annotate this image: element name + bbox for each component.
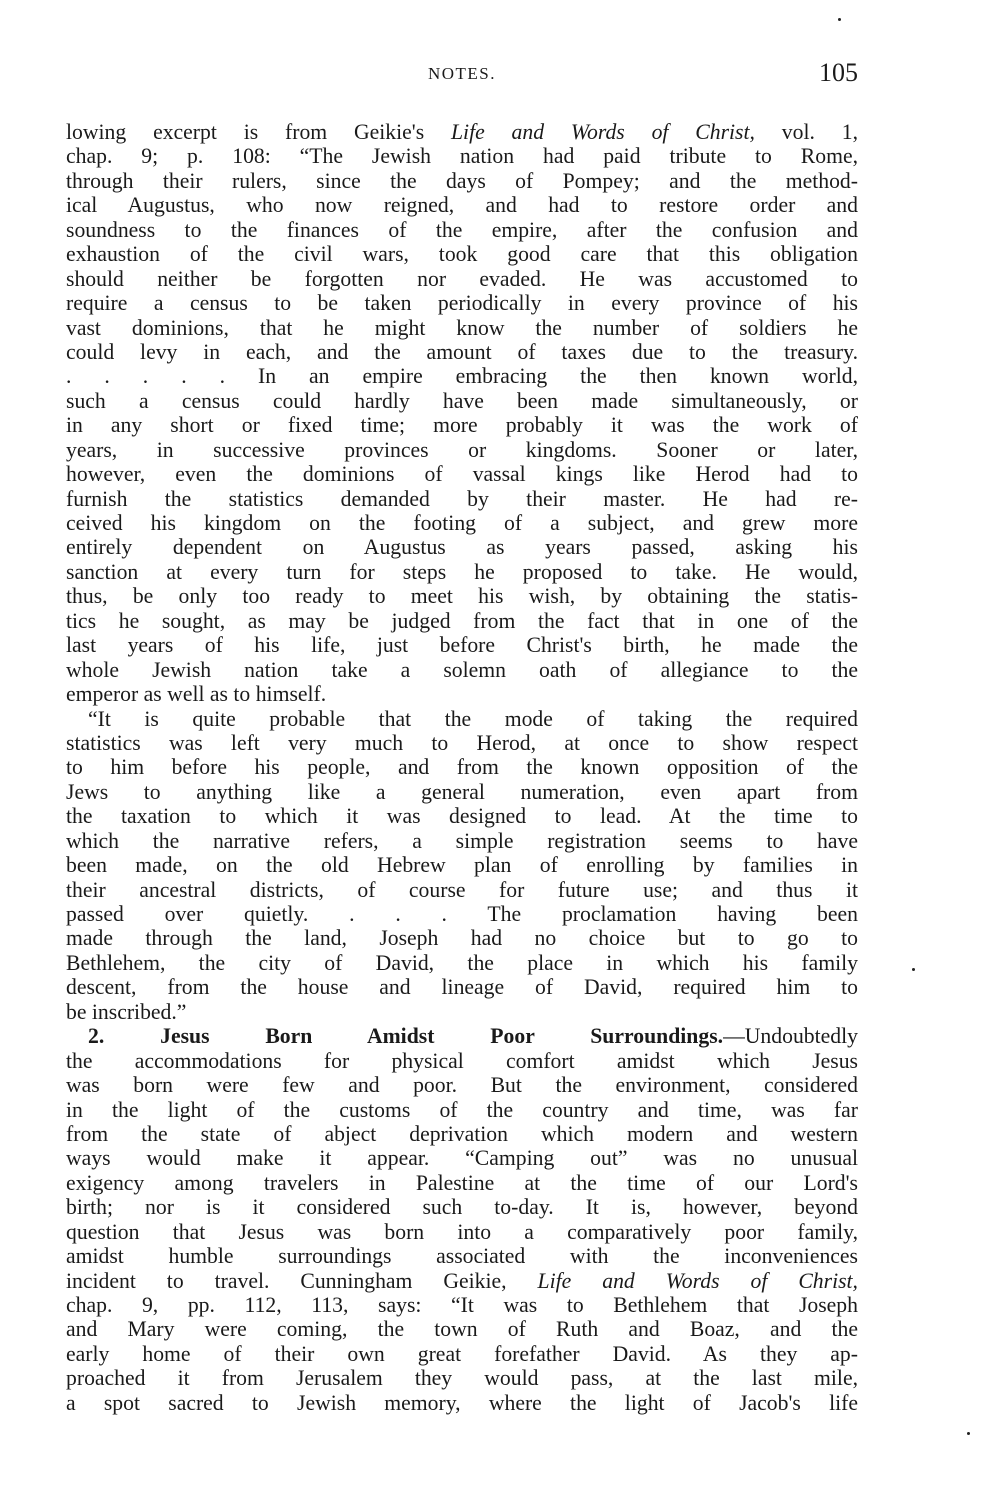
text-line: through their rulers, since the days of Pompey; and the method- — [66, 168, 858, 193]
note-2-body — [66, 1049, 858, 1416]
scan-speck — [912, 968, 915, 971]
text-line: to him before his people, and from the known opposition of the — [66, 755, 858, 780]
text-line: exigency among travelers in Palestine at the time of our Lord's — [66, 1170, 858, 1195]
scan-speck — [838, 18, 841, 21]
text-line: incident to travel. Cunningham Geikie, Life and Words of Christ, — [66, 1268, 858, 1293]
text-line: been made, on the old Hebrew plan of enrolling by families in — [66, 853, 858, 878]
text-line: their ancestral districts, of course for future use; and thus it — [66, 877, 858, 902]
text-line: should neither be forgotten nor evaded. He was accustomed to — [66, 266, 858, 291]
text-line: lowing excerpt is from Geikie's Life and Words of Christ, vol. 1, — [66, 120, 858, 144]
text-line: question that Jesus was born into a comparatively poor family, — [66, 1219, 858, 1244]
text-line: early home of their own great forefather David. As they ap- — [66, 1341, 858, 1366]
text-line: last years of his life, just before Christ's birth, he made the — [66, 633, 858, 658]
text-line: from the state of abject deprivation which modern and western — [66, 1121, 858, 1146]
text-line: the accommodations for physical comfort amidst which Jesus — [66, 1048, 858, 1073]
text-line: . . . . . In an empire embracing the then known world, — [66, 364, 858, 389]
text-line: however, even the dominions of vassal kings like Herod had to — [66, 462, 858, 487]
note-2 — [66, 1024, 858, 1415]
text-line: and Mary were coming, the town of Ruth and Boaz, and the — [66, 1317, 858, 1342]
excerpt-paragraph — [66, 120, 858, 707]
note-heading: Jesus Born Amidst Poor Surroundings. — [160, 1024, 724, 1049]
text-line: vast dominions, that he might know the number of soldiers he — [66, 315, 858, 340]
text-line: thus, be only too ready to meet his wish, by obtaining the statis- — [66, 584, 858, 609]
note-number: 2. — [88, 1024, 105, 1049]
text-line: which the narrative refers, a simple registration seems to have — [66, 828, 858, 853]
text-line: tics he sought, as may be judged from the fact that in one of the — [66, 608, 858, 633]
note-heading-rest: —Undoubtedly — [723, 1024, 858, 1049]
text-line: was born were few and poor. But the environment, considered — [66, 1073, 858, 1098]
text-line: birth; nor is it considered such to-day. It is, however, beyond — [66, 1195, 858, 1220]
text-line: be inscribed.” — [66, 999, 187, 1024]
scan-speck — [967, 1432, 970, 1435]
text-line: entirely dependent on Augustus as years passed, asking his — [66, 535, 858, 560]
text-line: “It is quite probable that the mode of taking the required — [88, 706, 858, 731]
text-line: chap. 9, pp. 112, 113, says: “It was to Bethlehem that Joseph — [66, 1293, 858, 1317]
body-text — [66, 120, 858, 1415]
text-line: emperor as well as to himself. — [66, 682, 327, 707]
text-line: furnish the statistics demanded by their master. He had re- — [66, 486, 858, 511]
text-line: passed over quietly. . . . The proclamation having been — [66, 902, 858, 926]
text-line: years, in successive provinces or kingdoms. Sooner or later, — [66, 437, 858, 462]
running-head — [66, 58, 858, 92]
text-line: ceived his kingdom on the footing of a subject, and grew more — [66, 511, 858, 535]
text-line: statistics was left very much to Herod, at once to show respect — [66, 730, 858, 755]
text-line: in the light of the customs of the country and time, was far — [66, 1097, 858, 1122]
text-line: ical Augustus, who now reigned, and had to restore order and — [66, 193, 858, 218]
text-line: ways would make it appear. “Camping out” was no unusual — [66, 1146, 858, 1171]
text-line: amidst humble surroundings associated with the inconveniences — [66, 1244, 858, 1269]
text-line: in any short or fixed time; more probably it was the work of — [66, 413, 858, 438]
running-title: NOTES. — [427, 64, 497, 83]
text-line: such a census could hardly have been made simultaneously, or — [66, 388, 858, 413]
text-line: proached it from Jerusalem they would pass, at the last mile, — [66, 1366, 858, 1391]
page-number: 105 — [819, 58, 858, 87]
text-line: the taxation to which it was designed to lead. At the time to — [66, 804, 858, 829]
text-line: could levy in each, and the amount of taxes due to the treasury. — [66, 339, 858, 364]
text-line: descent, from the house and lineage of David, required him to — [66, 975, 858, 1000]
text-line: sanction at every turn for steps he proposed to take. He would, — [66, 559, 858, 584]
text-line: soundness to the finances of the empire, after the confusion and — [66, 217, 858, 242]
text-line: made through the land, Joseph had no choice but to go to — [66, 926, 858, 951]
text-line: chap. 9; p. 108: “The Jewish nation had paid tribute to Rome, — [66, 144, 858, 169]
text-line: require a census to be taken periodically in every province of his — [66, 291, 858, 316]
note-heading-line — [66, 1024, 858, 1048]
text-line: a spot sacred to Jewish memory, where the light of Jacob's life — [66, 1390, 858, 1415]
text-line: Bethlehem, the city of David, the place in which his family — [66, 950, 858, 975]
quote-paragraph — [66, 707, 858, 1025]
text-line: whole Jewish nation take a solemn oath of allegiance to the — [66, 657, 858, 682]
text-line: exhaustion of the civil wars, took good care that this obligation — [66, 242, 858, 267]
text-line: Jews to anything like a general numeration, even apart from — [66, 779, 858, 804]
